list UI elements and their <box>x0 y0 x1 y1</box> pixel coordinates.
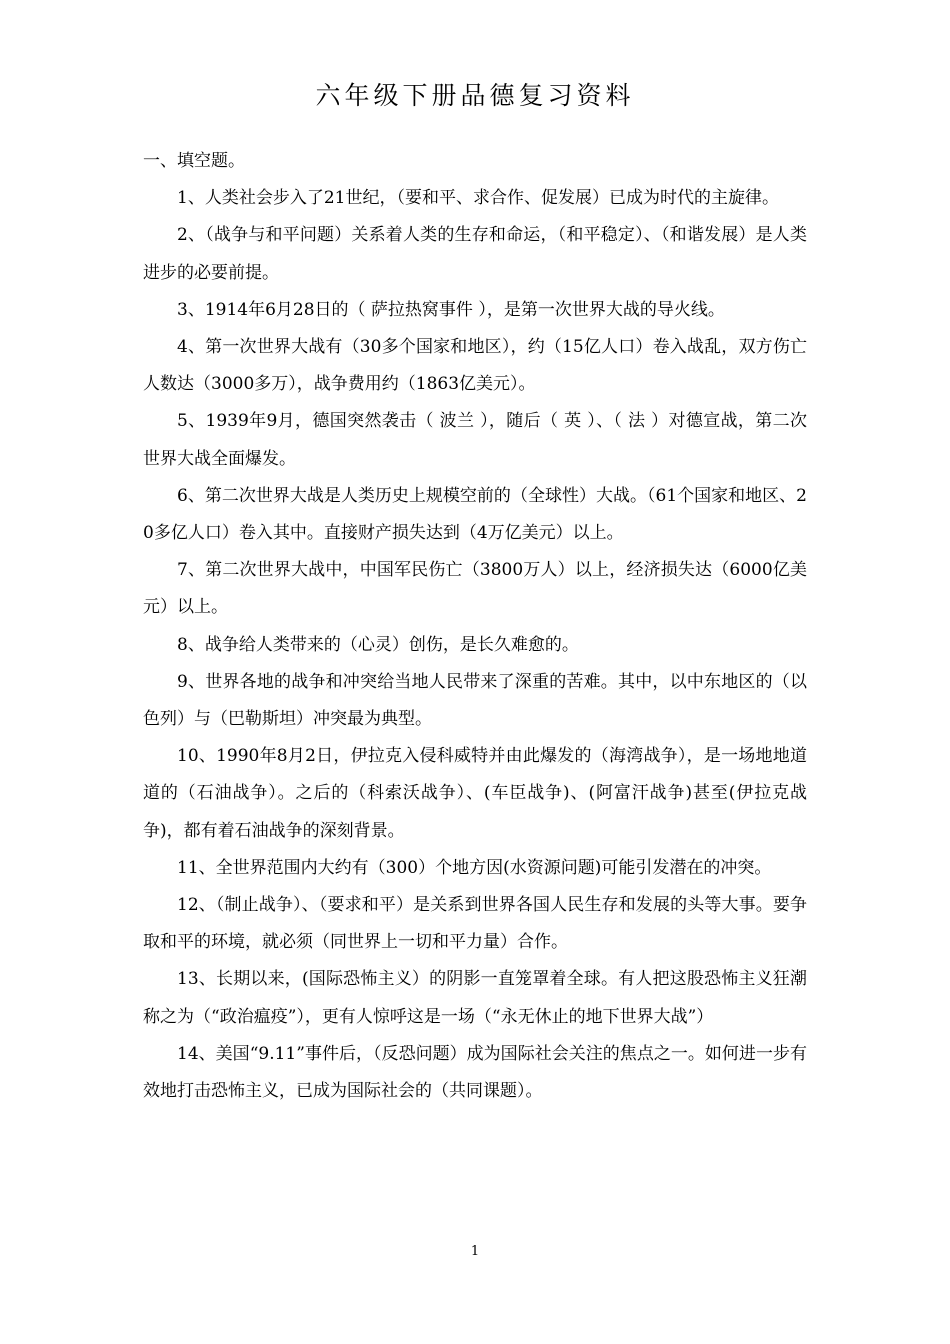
question-item-1: 1、人类社会步入了21世纪，（要和平、求合作、促发展）已成为时代的主旋律。 <box>177 188 779 209</box>
question-item-12: 12、（制止战争）、（要求和平）是关系到世界各国人民生存和发展的头等大事。要争取和平的环境，就必须（同世界上一切和平力量）合作。 <box>143 895 807 953</box>
question-item-6: 6、第二次世界大战是人类历史上规模空前的（全球性）大战。（61个国家和地区、20多亿人口）卷入其中。直接财产损失达到（4万亿美元）以上。 <box>143 485 807 544</box>
question-item-13: 13、长期以来，(国际恐怖主义）的阴影一直笼罩着全球。有人把这股恐怖主义狂潮称之为（“政治瘟疫”），更有人惊呼这是一场（“永无休止的地下世界大战”） <box>143 969 807 1027</box>
question-item-10: 10、1990年8月2日，伊拉克入侵科威特并由此爆发的（海湾战争），是一场地地道道的（石油战争）。之后的（科索沃战争）、(车臣战争)、(阿富汗战争)甚至(伊拉克战争)，都有着石油战争的深刻背景。 <box>143 746 807 841</box>
page-number: 1 <box>470 1244 480 1259</box>
question-item-2: 2、（战争与和平问题）关系着人类的生存和命运，（和平稳定）、（和谐发展）是人类进步的必要前提。 <box>143 225 807 283</box>
question-item-4: 4、第一次世界大战有（30多个国家和地区），约（15亿人口）卷入战乱，双方伤亡人数达（3000多万），战争费用约（1863亿美元）。 <box>143 337 807 395</box>
question-item-8: 8、战争给人类带来的（心灵）创伤，是长久难愈的。 <box>177 634 579 655</box>
section-heading: 一、填空题。 <box>143 151 245 171</box>
question-item-7: 7、第二次世界大战中，中国军民伤亡（3800万人）以上，经济损失达（6000亿美元）以上。 <box>143 560 807 618</box>
question-item-5: 5、1939年9月，德国突然袭击（ 波兰 ），随后（ 英 ）、（ 法 ）对德宣战，第二次世界大战全面爆发。 <box>143 411 807 469</box>
question-item-9: 9、世界各地的战争和冲突给当地人民带来了深重的苦难。其中，以中东地区的（以色列）与（巴勒斯坦）冲突最为典型。 <box>143 671 807 730</box>
document-title: 六年级下册品德复习资料 <box>315 81 635 110</box>
question-item-3: 3、1914年6月28日的（ 萨拉热窝事件 ），是第一次世界大战的导火线。 <box>177 299 725 320</box>
document-body <box>143 143 807 1110</box>
question-item-11: 11、全世界范围内大约有（300）个地方因(水资源问题)可能引发潜在的冲突。 <box>177 857 772 878</box>
question-item-14: 14、美国“9.11”事件后，（反恐问题）成为国际社会关注的焦点之一。如何进一步有效地打击恐怖主义，已成为国际社会的（共同课题）。 <box>143 1043 807 1102</box>
